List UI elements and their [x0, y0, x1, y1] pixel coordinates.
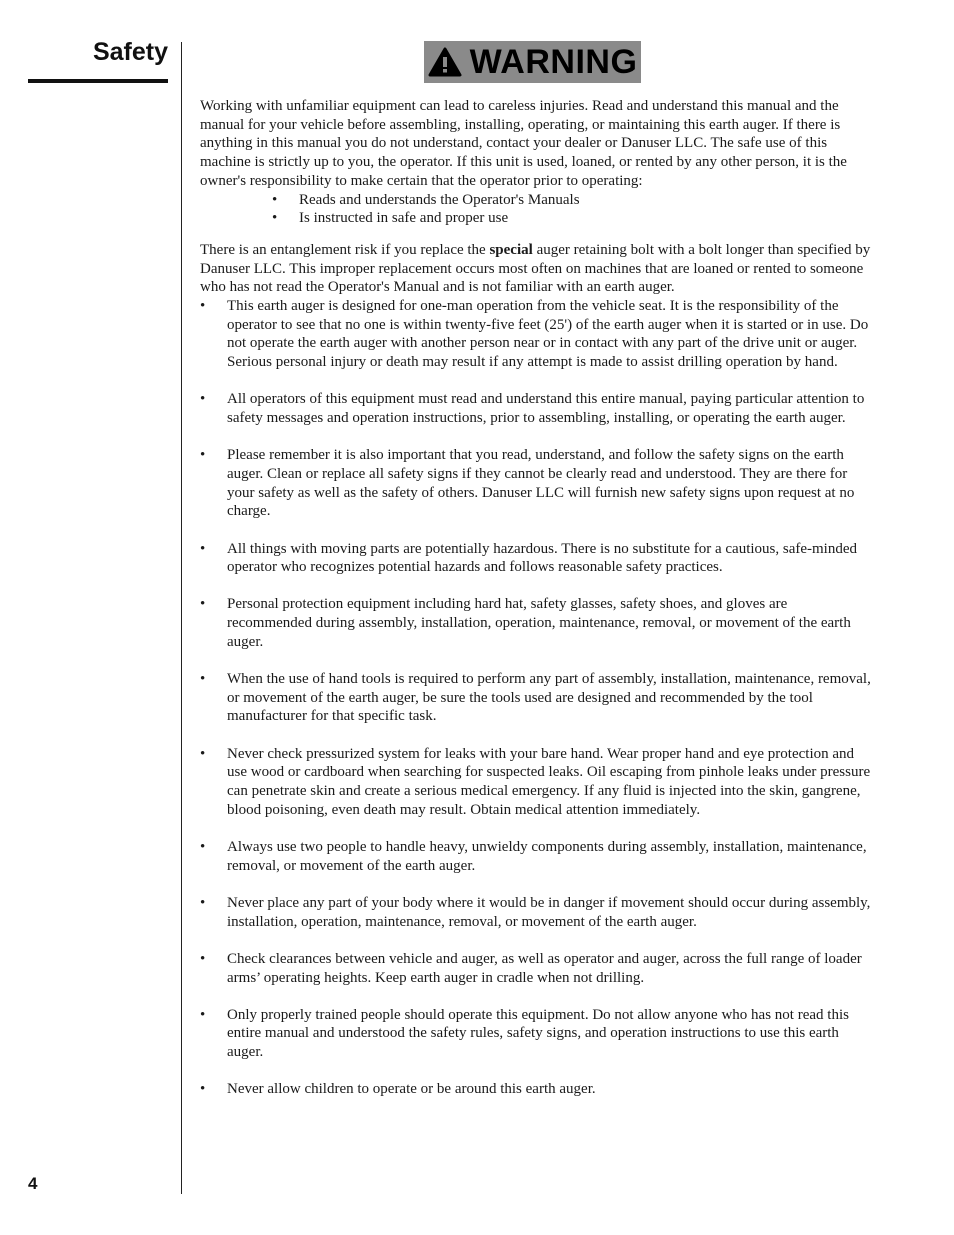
safety-content: [200, 97, 872, 1118]
bullet-marker: •: [200, 391, 206, 408]
safety-bullet-text: Please remember it is also important that you read, understand, and follow the safety signs on the earth auger. Clean or replace all safety signs if they cannot be clearly read and understood. They are there for your safety as well as the safety of others. Danuser LLC will furnish new safety signs upon request at no charge.: [227, 447, 855, 520]
safety-bullet: [200, 297, 872, 372]
safety-bullet-text: Never allow children to operate or be around this earth auger.: [227, 1081, 596, 1098]
safety-bullet: [200, 390, 872, 427]
bullet-marker: •: [200, 596, 206, 613]
vertical-divider: [181, 42, 182, 1194]
safety-bullet: [200, 595, 872, 651]
bullet-marker: •: [200, 950, 206, 967]
safety-bullet-text: Never place any part of your body where it would be in danger if movement should occur during assembly, installation, operation, maintenance, removal, or movement of the earth auger.: [227, 894, 871, 930]
entanglement-text-after: auger retaining bolt with a bolt longer than specified by Danuser LLC. This improper replacement occurs most often on machines that are loaned or rented to someone who has not read the Operator's Manual and is not familiar with an earth auger.: [200, 241, 871, 296]
safety-bullet-text: This earth auger is designed for one-man operation from the vehicle seat. It is the responsibility of the operator to see that no one is within twenty-five feet (25') of the earth auger when it is started or in use. Do not operate the earth auger with another person near or in contact with any part of the drive unit or auger. Serious personal injury or death may result if any attempt is made to assist drilling operation by hand.: [227, 298, 869, 371]
safety-bullet-text: Always use two people to handle heavy, unwieldy components during assembly, installation, maintenance, removal, or movement of the earth auger.: [227, 839, 867, 874]
safety-bullet-text: All operators of this equipment must read and understand this entire manual, paying particular attention to safety messages and operation instructions, prior to assembling, installing, or operating the earth auger.: [227, 391, 865, 427]
bullet-marker: •: [200, 1006, 206, 1023]
bullet-marker: •: [200, 540, 206, 557]
entanglement-bold-word: special: [489, 241, 533, 258]
safety-bullet: [200, 670, 872, 726]
intro-paragraph: Working with unfamiliar equipment can lead to careless injuries. Read and understand this manual and the manual for your vehicle before assembling, installing, operating, or maintaining this earth auger. If there is anything in this manual you do not understand, contact your dealer or Danuser LLC. The safe use of this machine is strictly up to you, the operator. If this unit is used, loaned, or rented by any other person, it is the owner's responsibility to make certain that the operator prior to operating:: [200, 98, 847, 189]
bullet-marker: •: [200, 298, 206, 315]
section-title: Safety: [92, 38, 168, 66]
safety-bullet-text: Never check pressurized system for leaks with your bare hand. Wear proper hand and eye protection and use wood or cardboard when searching for suspected leaks. Oil escaping from pinhole leaks under pressure can penetrate skin and create a serious medical emergency. If any fluid is injected into the skin, gangrene, blood poisoning, even death may result. Obtain medical attention immediately.: [227, 745, 871, 818]
warning-label: WARNING: [469, 43, 638, 81]
safety-bullet: [200, 446, 872, 521]
bullet-marker: •: [200, 839, 206, 855]
bullet-marker: •: [272, 191, 278, 208]
safety-bullet: [200, 540, 872, 577]
bullet-marker: •: [200, 671, 206, 688]
entanglement-text-before: There is an entanglement risk if you replace the: [200, 241, 490, 258]
list-item: [272, 191, 872, 210]
safety-bullet-text: Check clearances between vehicle and auger, as well as operator and auger, across the full range of loader arms’ operating heights. Keep earth auger in cradle when not drilling.: [227, 950, 862, 986]
safety-bullet-list: [200, 297, 872, 1099]
safety-bullet: [200, 894, 872, 931]
title-rule: [28, 79, 168, 83]
safety-bullet: [200, 1080, 872, 1099]
list-item: [272, 209, 872, 228]
bullet-marker: •: [200, 745, 206, 762]
page-number: 4: [28, 1174, 38, 1193]
safety-bullet-text: All things with moving parts are potentially hazardous. There is no substitute for a cautious, safe-minded operator who recognizes potential hazards and follows reasonable safety practices.: [227, 540, 857, 576]
bullet-marker: •: [200, 894, 206, 911]
safety-bullet-text: When the use of hand tools is required to perform any part of assembly, installation, maintenance, removal, or movement of the earth auger, be sure the tools used are designed and recommended by the tool manufacturer for that specific task.: [227, 671, 871, 725]
safety-bullet: [200, 745, 872, 820]
bullet-marker: •: [200, 447, 206, 464]
entanglement-paragraph: [200, 241, 872, 297]
list-item-text: Reads and understands the Operator's Manuals: [299, 191, 580, 208]
safety-bullet: [200, 950, 872, 987]
warning-banner: [424, 41, 641, 83]
safety-bullet-text: Personal protection equipment including hard hat, safety glasses, safety shoes, and gloves are recommended during assembly, installation, operation, maintenance, removal, or movement of the earth auger.: [227, 596, 851, 650]
list-item-text: Is instructed in safe and proper use: [299, 210, 509, 227]
warning-triangle-icon: [428, 47, 462, 77]
operator-requirements-list: [272, 191, 872, 228]
safety-bullet-text: Only properly trained people should operate this equipment. Do not allow anyone who has not read this entire manual and understood the safety rules, safety signs, and operation instructions to use this earth auger.: [227, 1006, 849, 1061]
safety-bullet: [200, 838, 872, 875]
safety-bullet: [200, 1006, 872, 1062]
bullet-marker: •: [272, 210, 278, 227]
bullet-marker: •: [200, 1081, 206, 1098]
